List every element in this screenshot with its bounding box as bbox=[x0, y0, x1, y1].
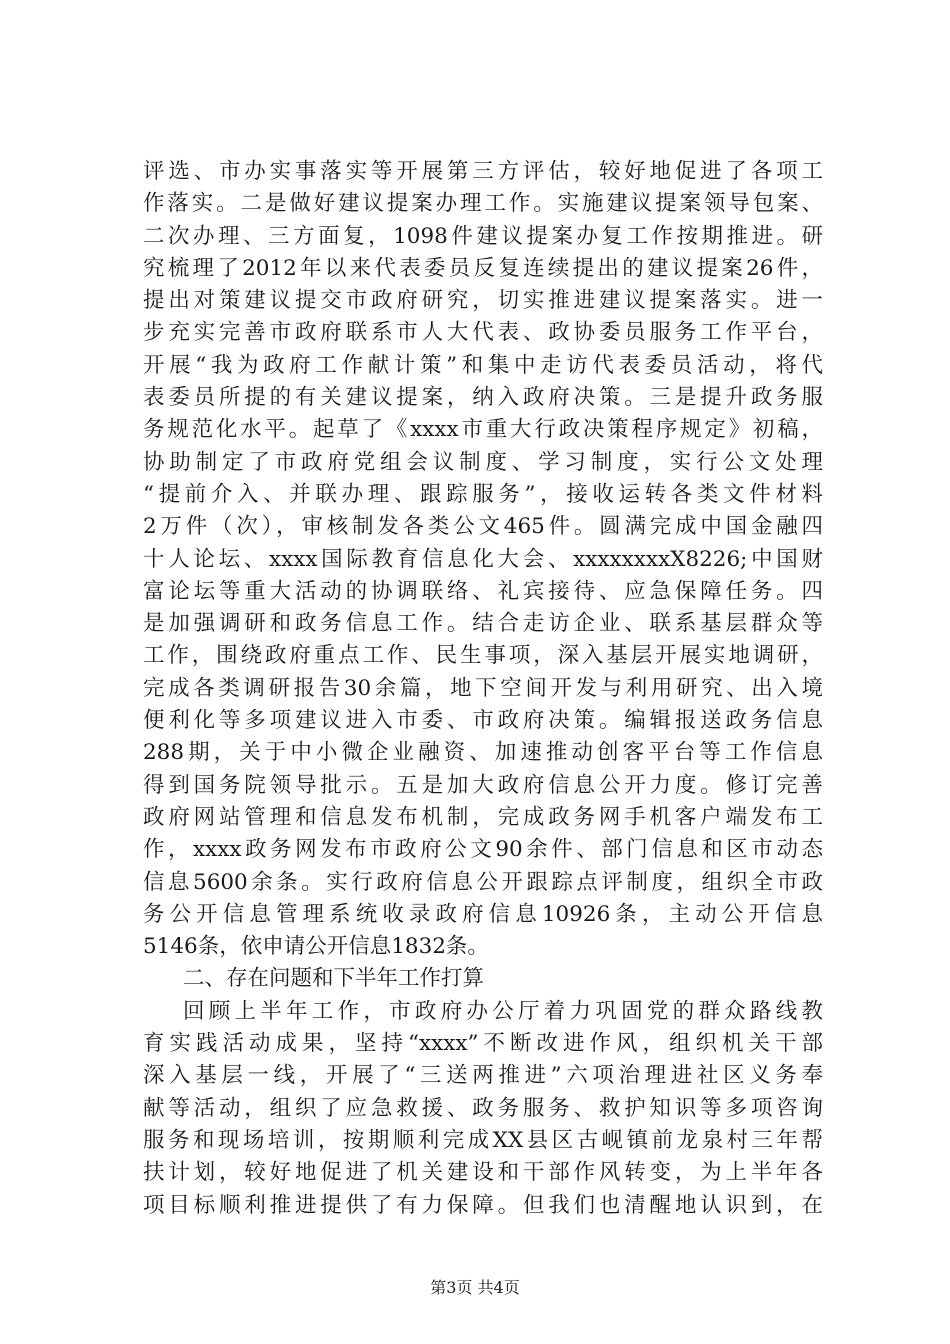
text-line: 得到国务院领导批示。五是加大政府信息公开力度。修订完善 bbox=[143, 772, 823, 798]
text-line: 协助制定了市政府党组会议制度、学习制度，实行公文处理 bbox=[143, 449, 823, 475]
text-line: 信息5600余条。实行政府信息公开跟踪点评制度，组织全市政 bbox=[143, 869, 823, 895]
text-line: 提出对策建议提交市政府研究，切实推进建议提案落实。进一 bbox=[143, 288, 823, 314]
text-line: 育实践活动成果，坚持“xxxx”不断改进作风，组织机关干部 bbox=[143, 1031, 823, 1057]
text-line: 开展“我为政府工作献计策”和集中走访代表委员活动，将代 bbox=[143, 352, 823, 378]
text-line: 便利化等多项建议进入市委、市政府决策。编辑报送政务信息 bbox=[143, 708, 823, 734]
text-line: 5146条，依申请公开信息1832条。 bbox=[143, 934, 489, 960]
page-footer: 第3页 共4页 bbox=[430, 1278, 520, 1297]
text-line: 深入基层一线，开展了“三送两推进”六项治理进社区义务奉 bbox=[143, 1063, 823, 1089]
text-line: 务规范化水平。起草了《xxxx市重大行政决策程序规定》初稿， bbox=[143, 417, 823, 443]
text-line: 回顾上半年工作，市政府办公厅着力巩固党的群众路线教 bbox=[183, 998, 823, 1024]
text-line: 表委员所提的有关建议提案，纳入政府决策。三是提升政务服 bbox=[143, 385, 823, 411]
text-line: 评选、市办实事落实等开展第三方评估，较好地促进了各项工 bbox=[143, 159, 823, 184]
text-line: 十人论坛、xxxx国际教育信息化大会、xxxxxxxxX8226;中国财 bbox=[143, 546, 823, 572]
text-line: 富论坛等重大活动的协调联络、礼宾接待、应急保障任务。四 bbox=[143, 578, 823, 604]
text-line: 务公开信息管理系统收录政府信息10926条，主动公开信息 bbox=[143, 901, 823, 927]
text-line: 服务和现场培训，按期顺利完成XX县区古岘镇前龙泉村三年帮 bbox=[143, 1127, 823, 1153]
text-line: 扶计划，较好地促进了机关建设和干部作风转变，为上半年各 bbox=[143, 1160, 823, 1186]
text-line: 288期，关于中小微企业融资、加速推动创客平台等工作信息 bbox=[143, 740, 823, 766]
text-line: 献等活动，组织了应急救援、政务服务、救护知识等多项咨询 bbox=[143, 1095, 823, 1121]
text-line: 完成各类调研报告30余篇，地下空间开发与利用研究、出入境 bbox=[143, 675, 823, 701]
text-line: 究梳理了2012年以来代表委员反复连续提出的建议提案26件， bbox=[143, 255, 823, 281]
text-line: 政府网站管理和信息发布机制，完成政务网手机客户端发布工 bbox=[143, 804, 823, 830]
text-line: 2万件（次），审核制发各类公文465件。圆满完成中国金融四 bbox=[143, 514, 823, 540]
text-line: 作，xxxx政务网发布市政府公文90余件、部门信息和区市动态 bbox=[143, 837, 823, 863]
text-line: 项目标顺利推进提供了有力保障。但我们也清醒地认识到，在 bbox=[143, 1192, 823, 1218]
text-line: “提前介入、并联办理、跟踪服务”，接收运转各类文件材料 bbox=[143, 481, 823, 507]
text-line: 工作，围绕政府重点工作、民生事项，深入基层开展实地调研， bbox=[143, 643, 823, 669]
document-body bbox=[143, 156, 823, 1222]
section-heading: 二、存在问题和下半年工作打算 bbox=[183, 966, 485, 992]
text-line: 步充实完善市政府联系市人大代表、政协委员服务工作平台， bbox=[143, 320, 823, 346]
text-line: 是加强调研和政务信息工作。结合走访企业、联系基层群众等 bbox=[143, 611, 823, 637]
text-line: 作落实。二是做好建议提案办理工作。实施建议提案领导包案、 bbox=[143, 191, 823, 217]
text-line: 二次办理、三方面复，1098件建议提案办复工作按期推进。研 bbox=[143, 223, 823, 249]
